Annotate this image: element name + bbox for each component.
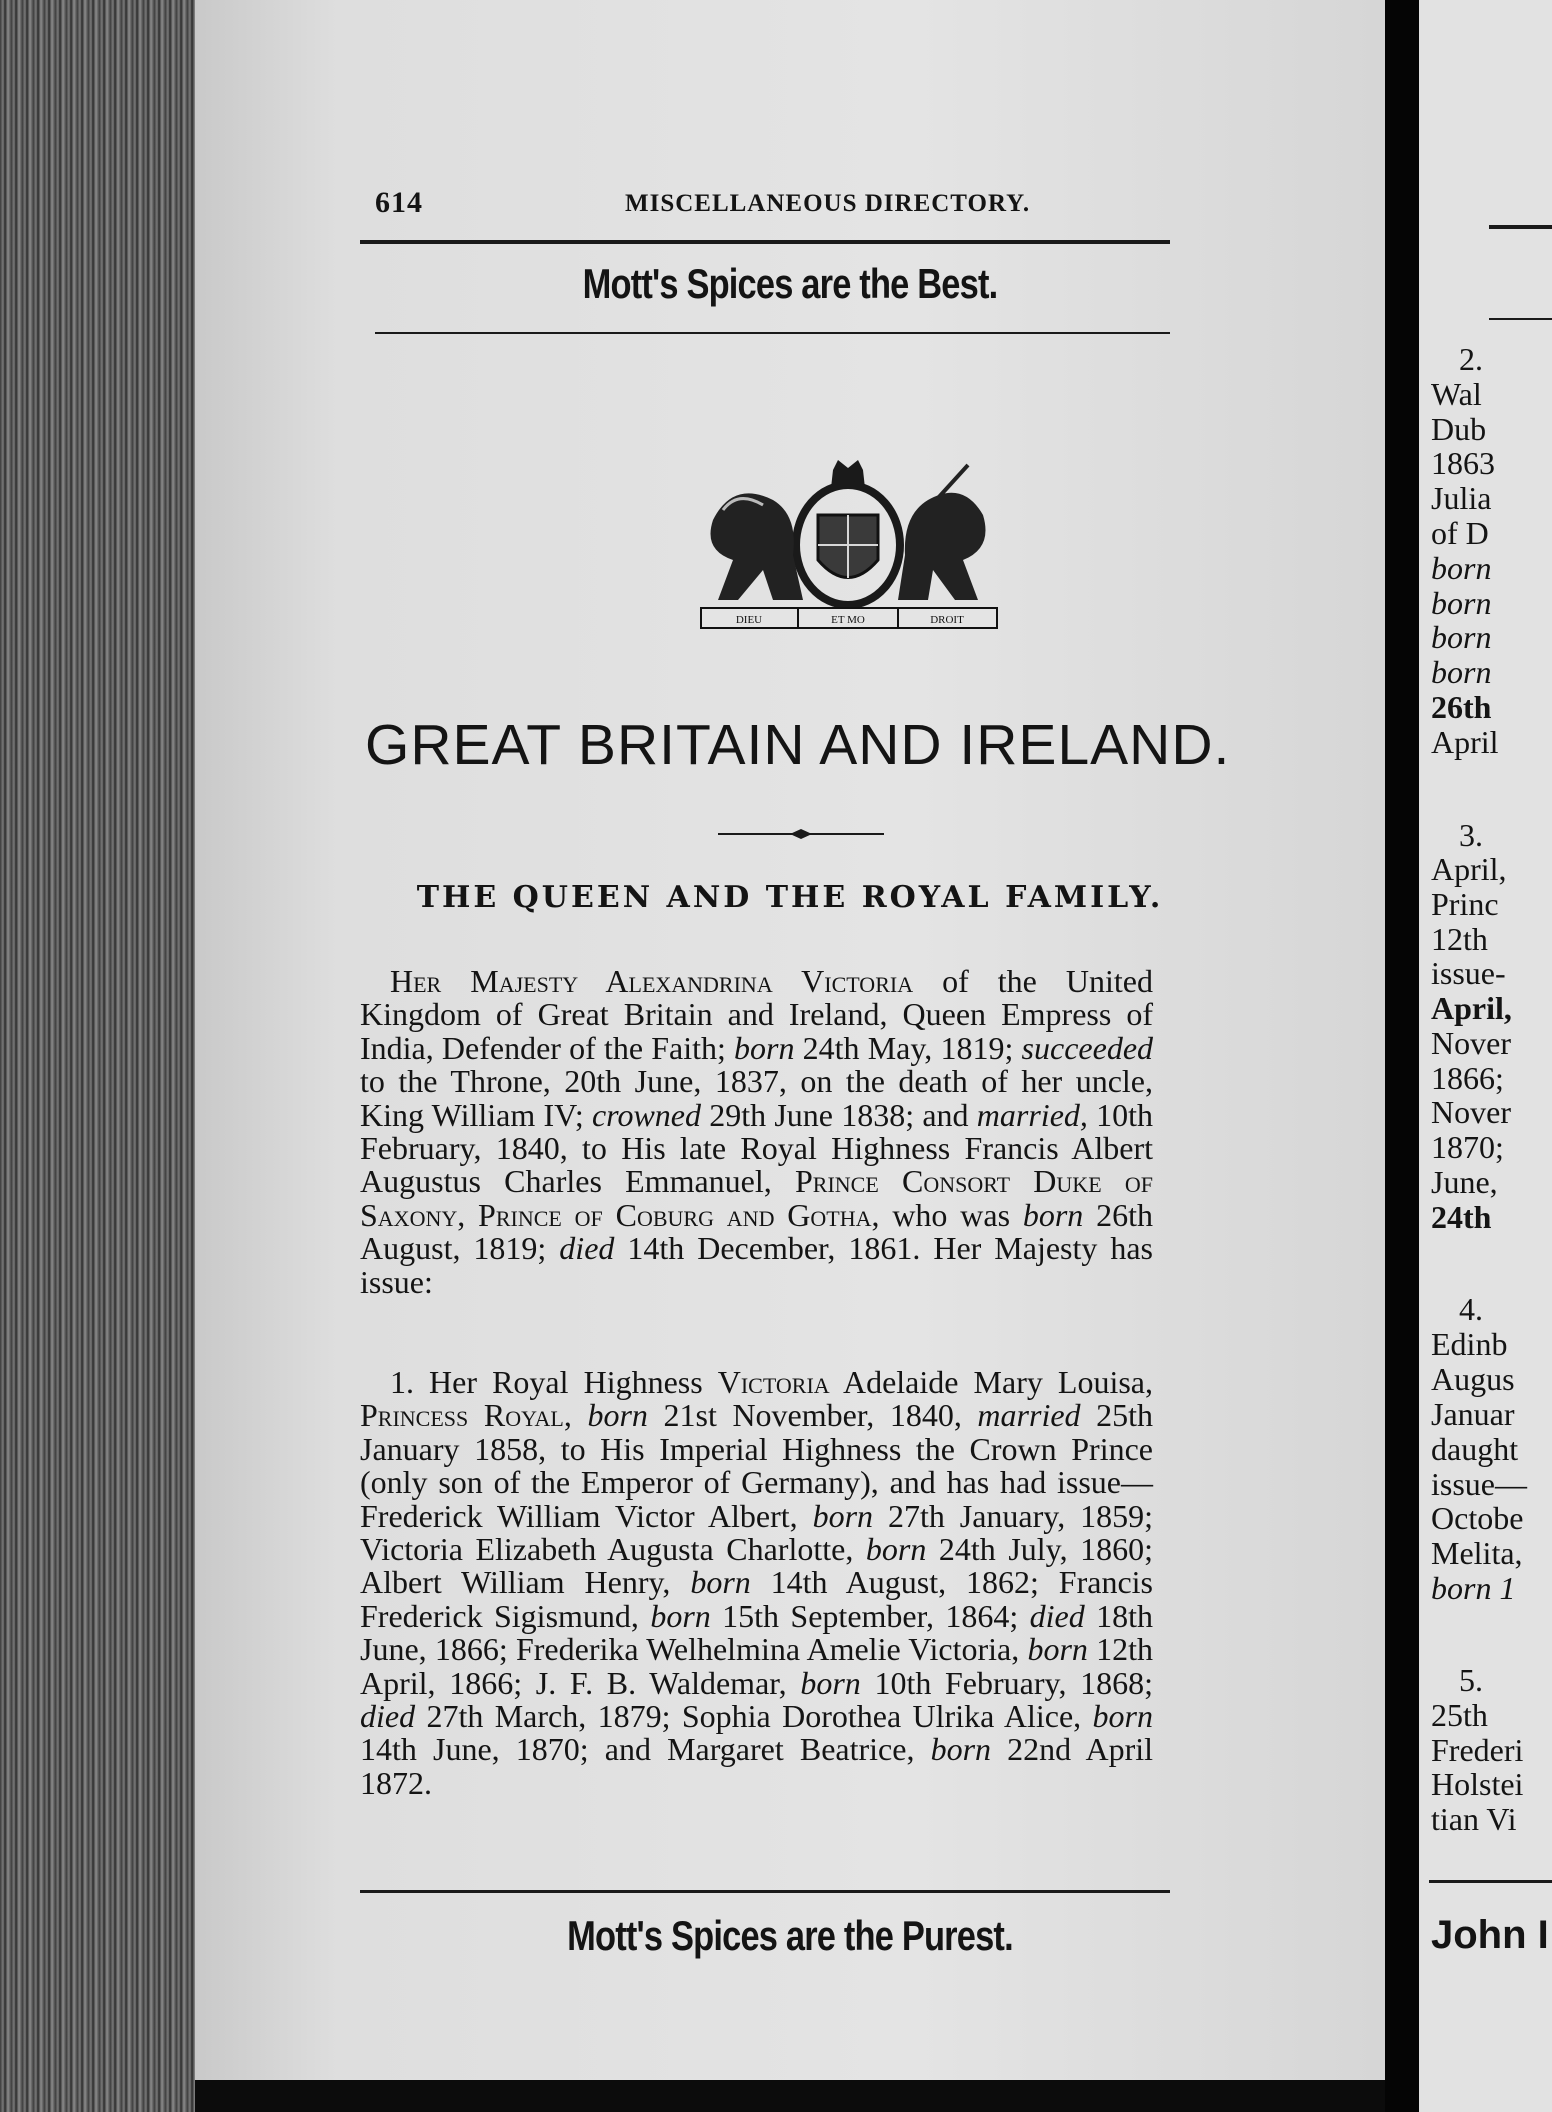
header-rule — [360, 240, 1170, 244]
adjacent-page — [1419, 0, 1552, 2112]
adjacent-page-line: 12th — [1431, 921, 1488, 957]
advertisement-top: Mott's Spices are the Best. — [582, 260, 998, 307]
adjacent-page-line: 4. — [1459, 1291, 1483, 1327]
adjacent-page-line: born 1 — [1431, 1570, 1516, 1606]
adjacent-page-line: tian Vi — [1431, 1801, 1517, 1837]
page-number: 614 — [375, 186, 423, 219]
advertisement-bottom: Mott's Spices are the Purest. — [567, 1912, 1013, 1959]
advertisement-bottom-rule — [360, 1890, 1170, 1893]
book-gutter — [1385, 0, 1419, 2112]
adjacent-ad-rule — [1489, 318, 1552, 320]
adjacent-page-line: 25th — [1431, 1697, 1488, 1733]
book-page-edges — [0, 0, 195, 2112]
adjacent-page-line: Julia — [1431, 480, 1492, 516]
section-title: THE QUEEN AND THE ROYAL FAMILY. — [416, 880, 1164, 915]
intro-paragraph: Her Majesty Alexandrina Victoria of the United Kingdom of Great Britain and Ireland, Queen Empress of India, Defender of the Faith; born 24th May, 1819; succeeded to the Throne, 20th June, 1837, on the death of her uncle, King William IV; crowned 29th June 1838; and married, 10th February, 1840, to His late Royal Highness Francis Albert Augustus Charles Emmanuel, Prince Consort Duke of Saxony, Prince of Coburg and Gotha, who was born 26th August, 1819; died 14th December, 1861. Her Majesty has issue: — [360, 963, 1154, 1300]
adjacent-page-line: 24th — [1431, 1199, 1492, 1235]
adjacent-page-line: Augus — [1431, 1361, 1515, 1397]
adjacent-page-line: born — [1431, 619, 1492, 655]
adjacent-page-line: issue— — [1431, 1466, 1527, 1502]
adjacent-page-line: daught — [1431, 1431, 1519, 1467]
adjacent-header-rule — [1489, 225, 1552, 229]
adjacent-page-line: 26th — [1431, 689, 1492, 725]
main-title: GREAT BRITAIN AND IRELAND. — [365, 713, 1231, 777]
royal-coat-of-arms-icon — [693, 460, 1003, 635]
adjacent-page-line: born — [1431, 585, 1492, 621]
adjacent-page-line: of D — [1431, 515, 1489, 551]
adjacent-page-line: Melita, — [1431, 1535, 1523, 1571]
adjacent-page-line: issue- — [1431, 955, 1506, 991]
adjacent-page-line: Princ — [1431, 886, 1499, 922]
motto-left-text: DIEU — [735, 614, 763, 626]
adjacent-page-line: John I — [1431, 1913, 1549, 1957]
motto-middle-text: ET MO — [831, 614, 865, 626]
adjacent-page-line: 3. — [1459, 817, 1483, 853]
adjacent-page-line: Januar — [1431, 1396, 1515, 1432]
adjacent-page-line: Dub — [1431, 411, 1487, 447]
adjacent-page-line: April — [1431, 724, 1499, 760]
adjacent-page-line: June, — [1431, 1164, 1498, 1200]
adjacent-page-line: 5. — [1459, 1662, 1483, 1698]
adjacent-page-line: Nover — [1431, 1094, 1511, 1130]
adjacent-bottom-rule — [1429, 1880, 1552, 1883]
adjacent-page-line: April, — [1431, 851, 1507, 887]
adjacent-page-line: Wal — [1431, 376, 1482, 412]
adjacent-page-line: April, — [1431, 990, 1512, 1026]
book-page — [195, 0, 1385, 2080]
adjacent-page-line: born — [1431, 654, 1492, 690]
ornamental-divider — [718, 828, 884, 840]
adjacent-page-line: 1866; — [1431, 1060, 1504, 1096]
adjacent-page-line: 1863 — [1431, 445, 1495, 481]
adjacent-page-line: Edinb — [1431, 1326, 1508, 1362]
adjacent-page-line: Nover — [1431, 1025, 1511, 1061]
adjacent-page-line: 1870; — [1431, 1129, 1504, 1165]
adjacent-page-line: 2. — [1459, 341, 1483, 377]
adjacent-page-line: born — [1431, 550, 1492, 586]
motto-right-text: DROIT — [930, 614, 964, 626]
adjacent-page-line: Frederi — [1431, 1732, 1524, 1768]
adjacent-page-line: Holstei — [1431, 1766, 1524, 1802]
adjacent-page-line: Octobe — [1431, 1500, 1524, 1536]
issue-entry-1: 1. Her Royal Highness Victoria Adelaide Mary Louisa, Princess Royal, born 21st November, 1840, married 25th January 1858, to His Imperial Highness the Crown Prince (only son of the Emperor of Germany), and has had issue—Frederick William Victor Albert, born 27th January, 1859; Victoria Elizabeth Augusta Charlotte, born 24th July, 1860; Albert William Henry, born 14th August, 1862; Francis Frederick Sigismund, born 15th September, 1864; died 18th June, 1866; Frederika Welhelmina Amelie Victoria, born 12th April, 1866; J. F. B. Waldemar, born 10th February, 1868; died 27th March, 1879; Sophia Dorothea Ulrika Alice, born 14th June, 1870; and Margaret Beatrice, born 22nd April 1872. — [360, 1364, 1154, 1801]
advertisement-top-rule — [375, 332, 1170, 334]
running-head: MISCELLANEOUS DIRECTORY. — [625, 190, 1031, 217]
